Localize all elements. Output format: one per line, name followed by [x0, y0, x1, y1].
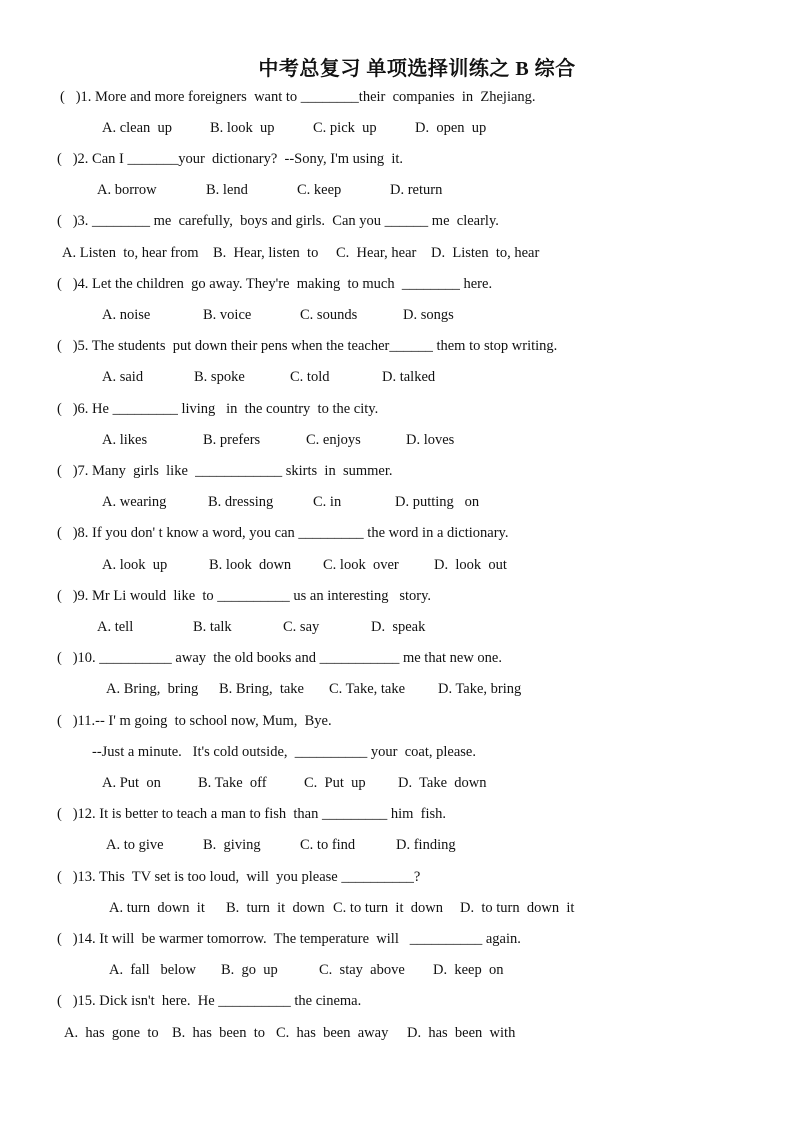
question-8-stem: ( )8. If you don' t know a word, you can _________ the word in a dictionary. — [57, 525, 509, 541]
option-a[interactable]: A. fall below — [109, 962, 196, 978]
option-c[interactable]: C. has been away — [276, 1025, 389, 1041]
option-d[interactable]: D. look out — [434, 557, 507, 573]
option-b[interactable]: B. look up — [210, 120, 275, 136]
option-d[interactable]: D. Listen to, hear — [431, 245, 540, 261]
question-6-stem: ( )6. He _________ living in the country to the city. — [57, 401, 379, 417]
option-b[interactable]: B. turn it down — [226, 900, 325, 916]
option-d[interactable]: D. finding — [396, 837, 456, 853]
option-b[interactable]: B. prefers — [203, 432, 261, 448]
option-b[interactable]: B. look down — [209, 557, 292, 573]
option-b[interactable]: B. talk — [193, 619, 232, 635]
option-a[interactable]: A. wearing — [102, 494, 167, 510]
question-13-stem: ( )13. This TV set is too loud, will you please __________? — [57, 869, 421, 885]
option-b[interactable]: B. spoke — [194, 369, 245, 385]
question-2-stem: ( )2. Can I _______your dictionary? --Sony, I'm using it. — [57, 151, 403, 167]
option-d[interactable]: D. loves — [406, 432, 455, 448]
option-b[interactable]: B. voice — [203, 307, 252, 323]
option-c[interactable]: C. stay above — [319, 962, 405, 978]
option-d[interactable]: D. has been with — [407, 1025, 516, 1041]
option-a[interactable]: A. tell — [97, 619, 134, 635]
question-3-stem: ( )3. ________ me carefully, boys and girls. Can you ______ me clearly. — [57, 213, 499, 229]
option-c[interactable]: C. look over — [323, 557, 399, 573]
option-a[interactable]: A. to give — [106, 837, 164, 853]
question-1-stem: ( )1. More and more foreigners want to ________their companies in Zhejiang. — [60, 89, 536, 105]
question-10-stem: ( )10. __________ away the old books and ___________ me that new one. — [57, 650, 502, 666]
option-a[interactable]: A. said — [102, 369, 144, 385]
question-15-stem: ( )15. Dick isn't here. He __________ the cinema. — [57, 993, 362, 1009]
question-11-stem: ( )11.-- I' m going to school now, Mum, Bye. — [57, 713, 332, 729]
option-c[interactable]: C. pick up — [313, 120, 377, 136]
option-c[interactable]: C. say — [283, 619, 320, 635]
option-b[interactable]: B. Take off — [198, 775, 267, 791]
option-d[interactable]: D. talked — [382, 369, 436, 385]
option-a[interactable]: A. look up — [102, 557, 168, 573]
question-7-stem: ( )7. Many girls like ____________ skirts in summer. — [57, 463, 393, 479]
option-c[interactable]: C. to turn it down — [333, 900, 443, 916]
option-b[interactable]: B. Bring, take — [219, 681, 304, 697]
option-c[interactable]: C. Take, take — [329, 681, 406, 697]
option-d[interactable]: D. songs — [403, 307, 454, 323]
option-d[interactable]: D. putting on — [395, 494, 480, 510]
option-a[interactable]: A. Listen to, hear from — [62, 245, 199, 261]
question-4-stem: ( )4. Let the children go away. They're making to much ________ here. — [57, 276, 493, 292]
option-c[interactable]: C. in — [313, 494, 342, 510]
option-d[interactable]: D. open up — [415, 120, 487, 136]
option-b[interactable]: B. has been to — [172, 1025, 266, 1041]
question-5-stem: ( )5. The students put down their pens when the teacher______ them to stop writing. — [57, 338, 558, 354]
option-a[interactable]: A. borrow — [97, 182, 157, 198]
option-c[interactable]: C. sounds — [300, 307, 358, 323]
option-a[interactable]: A. likes — [102, 432, 148, 448]
question-11-stem-line2: --Just a minute. It's cold outside, __________ your coat, please. — [92, 744, 476, 760]
option-b[interactable]: B. dressing — [208, 494, 274, 510]
option-b[interactable]: B. giving — [203, 837, 261, 853]
option-c[interactable]: C. Put up — [304, 775, 366, 791]
option-a[interactable]: A. clean up — [102, 120, 173, 136]
option-d[interactable]: D. return — [390, 182, 443, 198]
option-c[interactable]: C. enjoys — [306, 432, 361, 448]
option-a[interactable]: A. noise — [102, 307, 151, 323]
option-d[interactable]: D. to turn down it — [460, 900, 575, 916]
option-d[interactable]: D. Take down — [398, 775, 487, 791]
option-b[interactable]: B. Hear, listen to — [213, 245, 319, 261]
option-c[interactable]: C. to find — [300, 837, 356, 853]
option-a[interactable]: A. turn down it — [109, 900, 205, 916]
option-c[interactable]: C. told — [290, 369, 330, 385]
page-title: 中考总复习 单项选择训练之 B 综合 — [258, 58, 576, 80]
option-b[interactable]: B. go up — [221, 962, 278, 978]
question-12-stem: ( )12. It is better to teach a man to fish than _________ him fish. — [57, 806, 447, 822]
question-14-stem: ( )14. It will be warmer tomorrow. The temperature will __________ again. — [57, 931, 521, 947]
option-d[interactable]: D. Take, bring — [438, 681, 522, 697]
option-a[interactable]: A. Bring, bring — [106, 681, 199, 697]
question-9-stem: ( )9. Mr Li would like to __________ us an interesting story. — [57, 588, 432, 604]
option-d[interactable]: D. speak — [371, 619, 426, 635]
option-d[interactable]: D. keep on — [433, 962, 504, 978]
option-c[interactable]: C. keep — [297, 182, 342, 198]
option-b[interactable]: B. lend — [206, 182, 248, 198]
option-c[interactable]: C. Hear, hear — [336, 245, 417, 261]
option-a[interactable]: A. Put on — [102, 775, 161, 791]
option-a[interactable]: A. has gone to — [64, 1025, 159, 1041]
